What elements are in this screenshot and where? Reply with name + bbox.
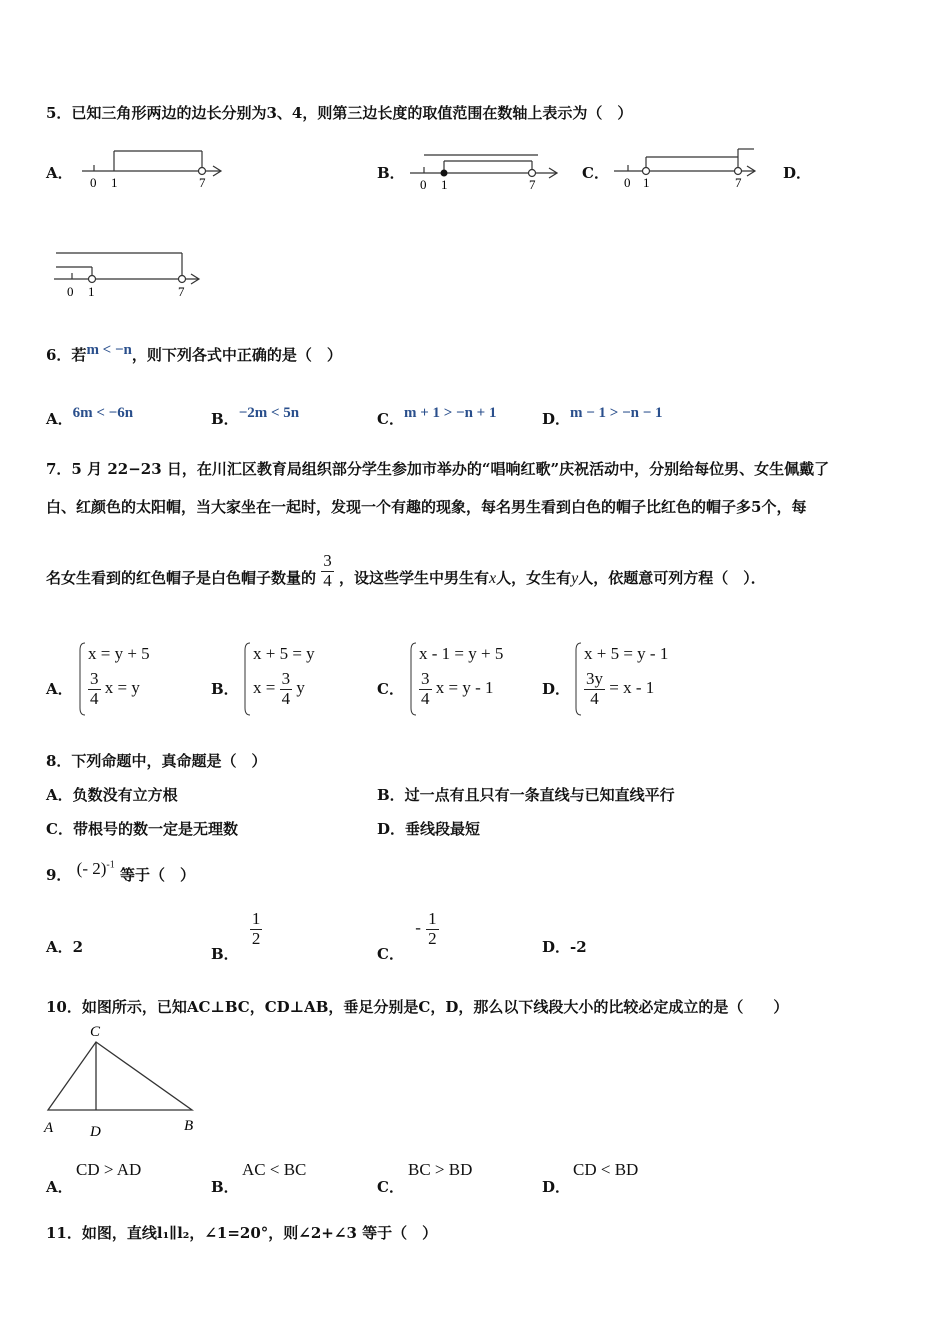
q7-system-a[interactable]: x = y + 5 $\frac{3}{4}$ x = y <box>78 642 198 722</box>
q7-system-d[interactable]: x + 5 = y - 1 $\frac{3y}{4}$ = x - 1 <box>574 642 704 722</box>
q7-label-c[interactable]: C． <box>377 680 404 698</box>
q9-option-d[interactable]: D．-2 <box>542 938 587 956</box>
q5-label-a[interactable]: A． <box>46 164 73 182</box>
q7-label-a[interactable]: A． <box>46 680 73 698</box>
q5-number-line-b[interactable] <box>408 145 558 195</box>
q8-option-b[interactable]: B．过一点有且只有一条直线与已知直线平行 <box>377 786 675 804</box>
svg-text:7: 7 <box>529 177 536 192</box>
q9-option-a[interactable]: A．2 <box>46 938 84 956</box>
q8-option-c[interactable]: C．带根号的数一定是无理数 <box>46 820 238 838</box>
q6-option-d[interactable]: D．m − 1 > −n − 1 <box>542 405 663 428</box>
point-b: B <box>184 1118 194 1134</box>
q5-label-b[interactable]: B． <box>377 164 405 182</box>
q10-label-b[interactable]: B． <box>211 1178 239 1196</box>
q5-number-line-c[interactable] <box>612 145 762 195</box>
q10-stem: 10．如图所示，已知AC⊥BC，CD⊥AB，垂足分别是C，D，那么以下线段大小的比较必定成立的是（ ） <box>46 998 789 1016</box>
q7-stem-line1: 7．5 月 22−23 日，在川汇区教育局组织部分学生参加市举办的“唱响红歌”庆祝活动中，分别给每位男、女生佩戴了 <box>46 460 830 478</box>
q10-triangle-figure <box>40 1020 210 1145</box>
q10-option-b[interactable]: AC < BC <box>242 1160 307 1179</box>
q7-system-b[interactable]: x + 5 = y x = $\frac{3}{4}$ y <box>243 642 363 722</box>
q7-system-c[interactable]: x - 1 = y + 5 $\frac{3}{4}$ x = y - 1 <box>409 642 539 722</box>
q6-stem: 6．若m < −n，则下列各式中正确的是（ ） <box>46 342 342 364</box>
q7-fraction: $\frac{3}{4}$ <box>323 551 332 590</box>
q5-stem: 5．已知三角形两边的边长分别为3、4，则第三边长度的取值范围在数轴上表示为（ ） <box>46 104 633 122</box>
q5-label-d[interactable]: D． <box>783 164 812 182</box>
tick-7: 7 <box>199 175 206 190</box>
q6-option-c[interactable]: C．m + 1 > −n + 1 <box>377 405 497 428</box>
svg-text:0: 0 <box>624 175 631 190</box>
q7-stem-line3: 名女生看到的红色帽子是白色帽子数量的 $\frac{3}{4}$ ，设这些学生中男生有x人，女生有y人，依题意可列方程（ ）． <box>46 551 766 590</box>
svg-text:0: 0 <box>67 284 74 299</box>
q5-number-line-d[interactable] <box>52 245 204 301</box>
q7-label-d[interactable]: D． <box>542 680 571 698</box>
q7-stem-line2: 白、红颜色的太阳帽，当大家坐在一起时，发现一个有趣的现象，每名男生看到白色的帽子比红色的帽子多5个，每 <box>46 498 807 516</box>
q9-option-b[interactable]: B． $\frac{1}{2}$ <box>211 909 261 964</box>
tick-1: 1 <box>111 175 118 190</box>
point-c: C <box>90 1024 101 1040</box>
q5-label-c[interactable]: C． <box>582 164 609 182</box>
q7-label-b[interactable]: B． <box>211 680 239 698</box>
q10-label-a[interactable]: A． <box>46 1178 73 1196</box>
q6-option-b[interactable]: B．−2m < 5n <box>211 405 300 428</box>
q9-option-c[interactable]: C． - $\frac{1}{2}$ <box>377 909 437 964</box>
svg-text:7: 7 <box>735 175 742 190</box>
q11-stem: 11．如图，直线l₁∥l₂，∠1=20°，则∠2+∠3 等于（ ） <box>46 1224 438 1242</box>
q10-label-d[interactable]: D． <box>542 1178 571 1196</box>
q8-stem: 8．下列命题中，真命题是（ ） <box>46 752 267 770</box>
svg-text:1: 1 <box>643 175 650 190</box>
point-d: D <box>90 1124 101 1140</box>
q10-option-c[interactable]: BC > BD <box>408 1160 473 1179</box>
svg-text:0: 0 <box>420 177 427 192</box>
svg-text:7: 7 <box>178 284 185 299</box>
q8-option-a[interactable]: A．负数没有立方根 <box>46 786 178 804</box>
q9-expression: (- 2)$^{-1}$ <box>76 859 115 878</box>
q6-condition: m < −n <box>86 342 132 358</box>
q8-option-d[interactable]: D．垂线段最短 <box>377 820 481 838</box>
q6-option-a[interactable]: A．6m < −6n <box>46 405 134 428</box>
q10-label-c[interactable]: C． <box>377 1178 404 1196</box>
q10-option-a[interactable]: CD > AD <box>76 1160 142 1179</box>
svg-text:1: 1 <box>441 177 448 192</box>
q10-option-d[interactable]: CD < BD <box>573 1160 639 1179</box>
svg-text:1: 1 <box>88 284 95 299</box>
point-a: A <box>44 1120 54 1136</box>
q5-number-line-a[interactable] <box>80 145 230 195</box>
tick-0: 0 <box>90 175 97 190</box>
q9-stem: 9． (- 2)$^{-1}$ 等于（ ） <box>46 859 195 884</box>
